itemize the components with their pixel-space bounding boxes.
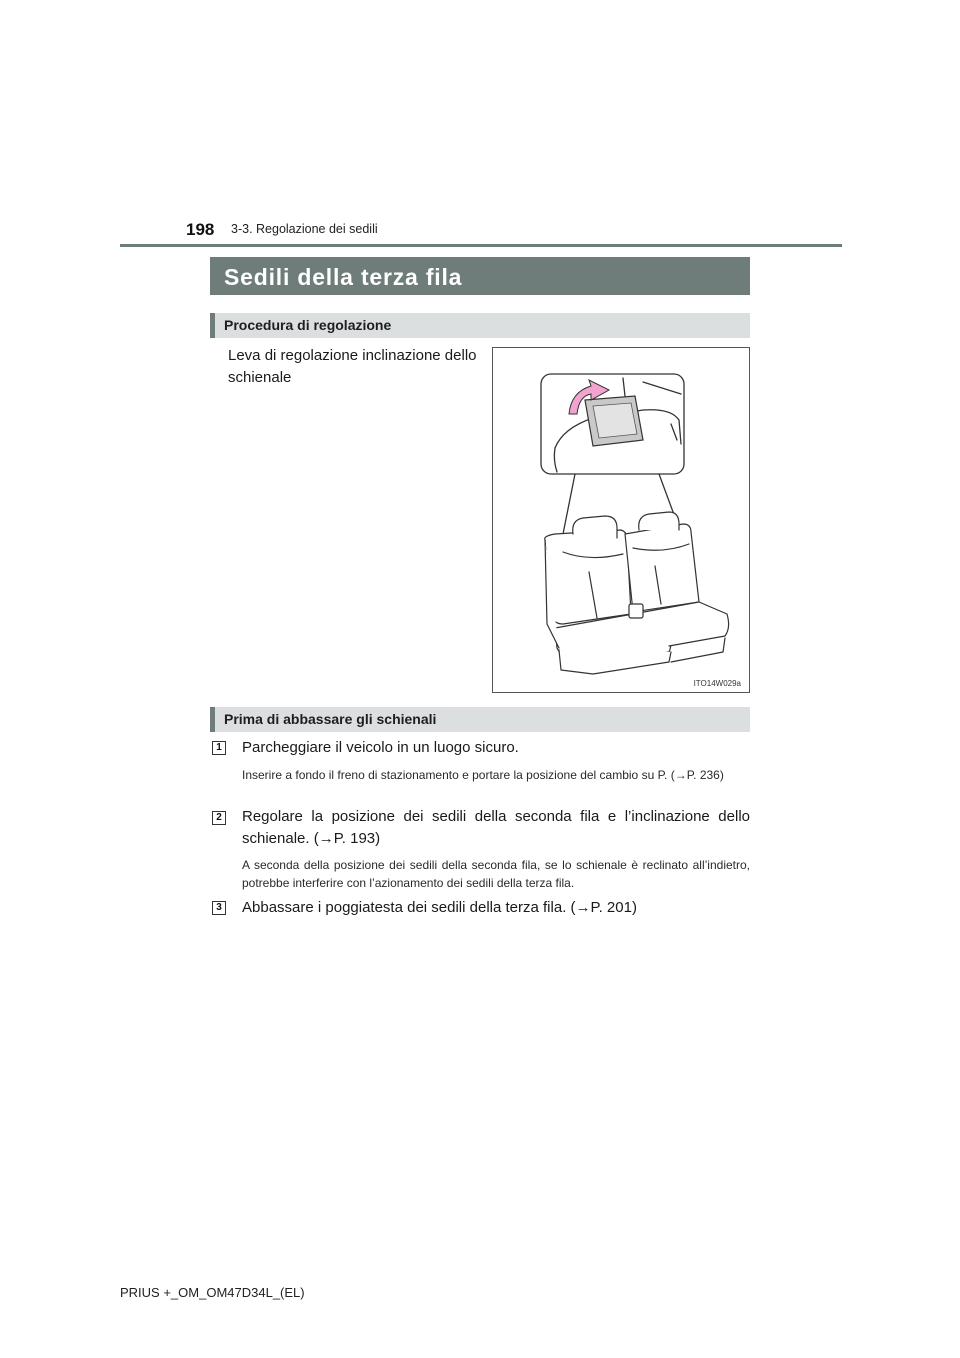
seat-illustration: [492, 347, 750, 693]
step-2-text: Regolare la posizione dei sedili della seconda fila e l’inclinazione dello schienale. (→P. 193): [242, 808, 750, 847]
step-2-note: A seconda della posizione dei sedili della seconda fila, se lo schienale è reclinato all’indietro, potrebbe interferire con l’azionamento dei sedili della terza fila.: [242, 858, 750, 890]
step-number-1: 1: [212, 741, 226, 755]
procedure-heading: Procedura di regolazione: [210, 313, 750, 338]
page-number: 198: [186, 220, 215, 239]
step-1-text: Parcheggiare il veicolo in un luogo sicuro.: [242, 739, 519, 756]
section-title: Sedili della terza fila: [210, 257, 750, 295]
document-id: PRIUS +_OM_OM47D34L_(EL): [120, 1285, 305, 1300]
step-number-2: 2: [212, 811, 226, 825]
step-3-text: Abbassare i poggiatesta dei sedili della terza fila. (→P. 201): [242, 899, 637, 916]
header-rule: [120, 244, 842, 247]
before-lowering-heading: Prima di abbassare gli schienali: [210, 707, 750, 732]
figure-code: ITO14W029a: [693, 679, 741, 688]
step-1-note: Inserire a fondo il freno di stazionamento e portare la posizione del cambio su P. (→P. 236): [242, 768, 724, 782]
seat-drawing: [493, 348, 749, 692]
chapter-title: 3-3. Regolazione dei sedili: [231, 222, 378, 236]
step-number-3: 3: [212, 901, 226, 915]
figure-caption: Leva di regolazione inclinazione dello schienale: [228, 347, 477, 386]
